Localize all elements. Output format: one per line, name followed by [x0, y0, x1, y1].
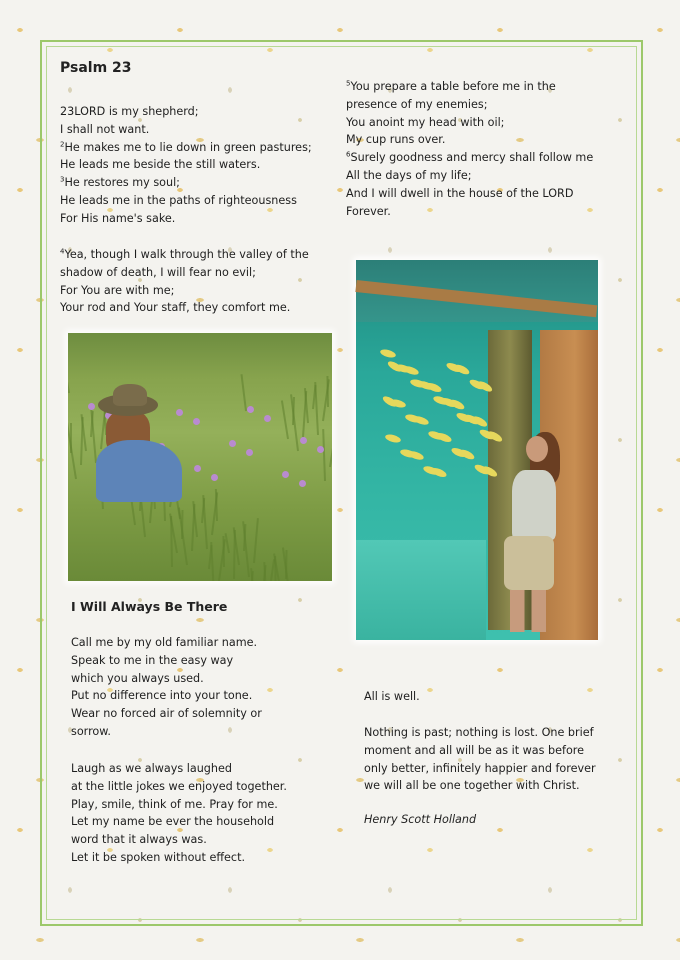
poem-stanza-1: Call me by my old familiar name. Speak to me in the easy way which you always used. Put no difference into your tone. Wear no forced air of solemnity or sorrow. [71, 636, 262, 738]
verse-text: Yea, though I walk through the valley of the [64, 248, 309, 261]
verse-text: Surely goodness and mercy shall follow me [350, 151, 594, 165]
poem-stanza-2: Laugh as we always laughed at the little jokes we enjoyed together. Play, smile, think of me. Pray for me. Let my name be ever the household word that it always was. Let it be spoken without effect. [71, 762, 287, 864]
verse-line [60, 282, 340, 300]
verse-line [346, 114, 636, 132]
verse-text: All the days of my life; [346, 168, 472, 182]
grass-blade [322, 429, 326, 481]
verse-line [60, 246, 340, 264]
grass-blade [70, 423, 72, 453]
flower [247, 406, 254, 413]
person-body [96, 440, 182, 502]
verse-text: He leads me beside the still waters. [60, 158, 261, 172]
woman-body [512, 470, 556, 540]
verse-text: You anoint my head with oil; [346, 115, 505, 129]
verse-text: 23LORD is my shepherd; [60, 105, 199, 118]
verse-line [346, 131, 636, 149]
flower [246, 449, 253, 456]
verse-line [346, 203, 636, 221]
verse-line [60, 299, 340, 317]
poem-title: I Will Always Be There [71, 599, 228, 614]
verse-line [60, 264, 340, 282]
psalm-title: Psalm 23 [60, 60, 132, 76]
flower [88, 403, 95, 410]
flower [194, 465, 201, 472]
psalm-verses-5-6 [346, 78, 636, 220]
verse-line [60, 103, 340, 121]
grass-blade [240, 374, 246, 411]
verse-number: 3 [60, 175, 65, 184]
verse-line [346, 96, 636, 114]
verse-text: My cup runs over. [346, 133, 446, 147]
verse-line [60, 139, 340, 157]
flower [282, 471, 289, 478]
verse-line [60, 192, 340, 210]
verse-text: For You are with me; [60, 283, 175, 297]
poem-author: Henry Scott Holland [364, 813, 477, 826]
psalm-verses-1-3 [60, 103, 340, 228]
verse-line [60, 121, 340, 139]
flower [229, 440, 236, 447]
grass-blade [233, 530, 236, 579]
verse-line [60, 156, 340, 174]
grass-blade [68, 373, 70, 393]
verse-text: presence of my enemies; [346, 97, 488, 111]
grass-blade [281, 400, 289, 439]
verse-line [346, 185, 636, 203]
verse-text: He restores my soul; [64, 176, 180, 190]
verse-number: 5 [346, 79, 351, 88]
woman-skirt [504, 536, 554, 590]
woman-legs [510, 590, 546, 632]
flower [300, 437, 307, 444]
verse-text: I shall not want. [60, 122, 150, 136]
grass-blade [253, 518, 259, 563]
flower [264, 415, 271, 422]
verse-line [60, 210, 340, 228]
poem-stanza-3: All is well. [364, 690, 420, 703]
psalm-verse-4 [60, 246, 340, 317]
flower [299, 480, 306, 487]
verse-number: 4 [60, 247, 65, 256]
verse-text: shadow of death, I will fear no evil; [60, 265, 256, 279]
flower [211, 474, 218, 481]
verse-text: He leads me in the paths of righteousness [60, 193, 297, 207]
verse-text: Your rod and Your staff, they comfort me. [60, 301, 291, 315]
verse-number: 2 [60, 139, 65, 148]
verse-line [60, 174, 340, 192]
verse-line [346, 78, 636, 96]
grass-blade [225, 533, 230, 553]
verse-text: You prepare a table before me in the [350, 80, 556, 93]
flower [317, 446, 324, 453]
flower [176, 409, 183, 416]
verse-text: For His name's sake. [60, 211, 176, 225]
verse-line [346, 149, 636, 167]
verse-text: He makes me to lie down in green pastures; [64, 140, 312, 154]
aquarium-floor [356, 540, 486, 640]
poem-stanza-4: Nothing is past; nothing is lost. One brief moment and all will be as it was before only better, infinitely happier and forever we will all be one together with Christ. [364, 726, 596, 793]
woman-head [526, 436, 548, 462]
verse-text: Forever. [346, 204, 391, 218]
hat-crown [113, 384, 147, 406]
grass-blade [329, 426, 332, 467]
verse-number: 6 [346, 150, 351, 159]
flower [193, 418, 200, 425]
verse-text: And I will dwell in the house of the LORD [346, 186, 574, 200]
verse-line [346, 167, 636, 185]
